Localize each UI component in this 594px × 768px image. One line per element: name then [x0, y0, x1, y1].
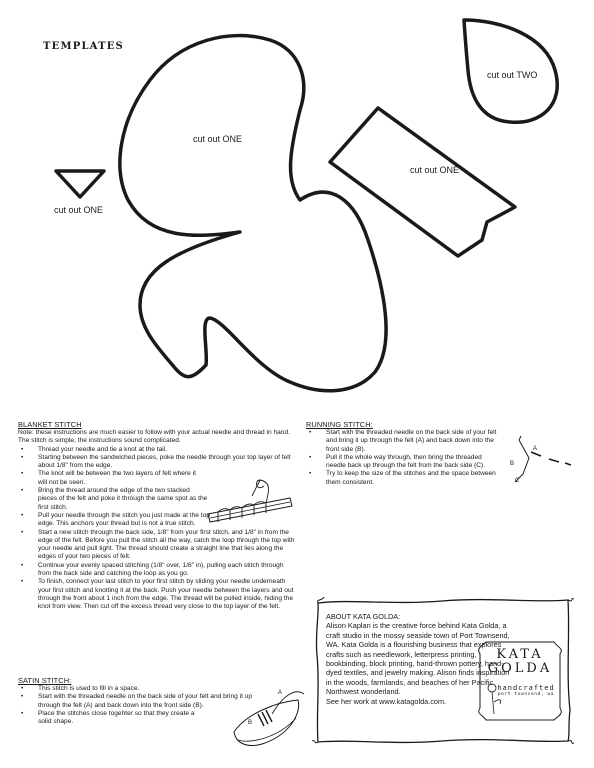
page-title: TEMPLATES — [43, 41, 124, 52]
satin-label-a: A — [278, 690, 283, 696]
list-item: • Start with the threaded needle on the back side of your felt and bring it up through the felt (A) and back down into the front side (B). — [306, 429, 502, 454]
list-item: • Pull it the whole way through, then bring the threaded needle back up through the felt from the back side (C). — [306, 454, 502, 471]
blanket-stitch-diagram — [204, 478, 296, 528]
running-stitch-diagram — [505, 430, 581, 490]
satin-stitch-title: SATIN STITCH: — [18, 676, 72, 685]
logo-line1: KATA — [496, 647, 544, 662]
triangle-label: cut out ONE — [54, 205, 104, 215]
logo-line2: GOLDA — [487, 661, 553, 676]
list-item: • Bring the thread around the edge of the two stacked pieces of the felt and poke it through the same spot as the first stitch. — [18, 487, 208, 512]
list-item: • This stitch is used to fill in a space. — [18, 685, 253, 693]
about-website: See her work at www.katagolda.com. — [326, 696, 447, 706]
list-item: • Start a new stitch through the back side, 1/8" from your first stitch, and 1/8" in from the edge of the felt. Before you pull the stitch all the way, catch the loop through the top with your needle and pull tight. The thread should create a straight line that lies along the edges of your two pieces of felt. — [18, 529, 296, 562]
satin-stitch-steps — [18, 685, 253, 726]
logo-tiny: port townsend, wa — [497, 692, 555, 697]
satin-stitch-diagram — [226, 684, 310, 750]
running-label-a: A — [533, 446, 538, 452]
triangle-template-shape — [56, 171, 104, 197]
list-item: • Try to keep the size of the stitches and the space between them consistent. — [306, 470, 502, 487]
teardrop-label: cut out TWO — [487, 70, 538, 80]
running-label-b: B — [510, 461, 515, 467]
list-item: • To finish, connect your last stitch to your first stitch by sliding your needle underneath your first stitch and knotting it at the back. Push your needle between the layers and out through the front about 1 inch from the edge. The thread will be pulled inside, hiding the knot from view. Then cut off the excess thread very close to the top layer of the felt. — [18, 578, 296, 611]
shamrock-template-shape — [120, 36, 386, 391]
about-title: ABOUT KATA GOLDA: — [326, 612, 401, 621]
running-stitch-steps — [306, 429, 502, 487]
running-stitch-section — [306, 420, 502, 487]
ribbon-template-shape — [330, 108, 515, 256]
about-body: Alison Kaplan is the creative force behind Kata Golda, a craft studio in the mossy seaside town of Port Townsend, WA. Kata Golda is a flourishing business that explores crafts such as needlework, letterpress printing, bookbinding, block printing, hand-thrown pottery, hand-dyed textiles, and jewelry making. Alison finds inspiration in the woods, farmlands, and beaches of her Pacific Northwest wonderland. — [326, 621, 510, 697]
list-item: • Place the stitches close togehter so that they create a solid shape. — [18, 710, 208, 727]
list-item: • Continue your evenly spaced stitching (1/8" over, 1/8" in), pulling each stitch through from the back side and catching the loop as you go. — [18, 562, 296, 579]
list-item: • Pull your needle through the stitch you just made at the top edge. This anchors your thread but is not a true stitch. — [18, 512, 228, 529]
list-item: • Start with the threaded needle on the back side of your felt and bring it up through the felt (A) and back down into the front side (B). — [18, 693, 253, 710]
running-label-c: C — [515, 478, 520, 484]
running-stitch-title: RUNNING STITCH: — [306, 420, 373, 429]
list-item: • The knot will be between the two layers of felt where it will not be seen. — [18, 470, 198, 487]
kata-golda-logo — [478, 640, 562, 722]
blanket-stitch-title: BLANKET STITCH — [18, 420, 82, 429]
blanket-stitch-intro: Note: these instructions are much easier to follow with your actual needle and thread in hand. The stitch is simple, the instructions sound complicated. — [18, 429, 290, 445]
list-item: • Starting between the sandwiched pieces, poke the needle through your top layer of felt about 1/8" from the edge. — [18, 454, 296, 471]
satin-label-b: B — [248, 720, 253, 726]
shamrock-label: cut out ONE — [193, 134, 243, 144]
list-item: • Thread your needle and tie a knot at the tail. — [18, 446, 296, 454]
satin-stitch-section — [18, 676, 253, 726]
ribbon-label: cut out ONE — [410, 165, 460, 175]
logo-subline: handcrafted — [497, 684, 555, 692]
blanket-stitch-steps — [18, 446, 296, 612]
